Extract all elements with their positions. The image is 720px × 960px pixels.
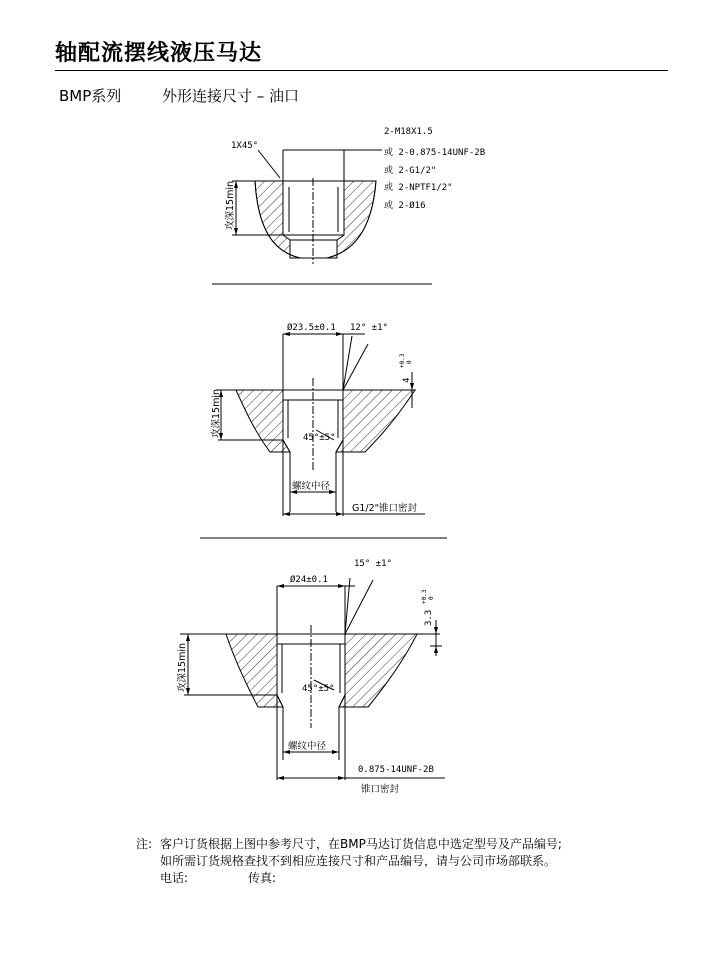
section-subtitle: 外形连接尺寸 – 油口 — [162, 87, 300, 105]
phone-label: 电话: — [160, 871, 189, 885]
fig1-chamfer-label: 1X45° — [231, 141, 259, 151]
fig3-diameter-label: Ø24±0.1 — [290, 575, 328, 585]
fig1-spec-3: 或 2-G1/2" — [384, 166, 437, 176]
fig3-pitch-label: 螺纹中径 — [288, 741, 327, 752]
page-title: 轴配流摆线液压马达 — [55, 41, 263, 66]
fig1-spec-1: 2-M18X1.5 — [384, 127, 433, 137]
note-line-2: 如所需订货规格查找不到相应连接尺寸和产品编号，请与公司市场部联系。 — [160, 854, 557, 868]
fig3-depth-tol-sup: +0.3 — [421, 589, 428, 604]
fig1-spec-2: 或 2-0.875-14UNF-2B — [384, 148, 486, 158]
fig2-pitch-label: 螺纹中径 — [292, 481, 331, 492]
fig2-cone-label: 45°±5° — [303, 433, 336, 443]
fig3-depth-tol: 3.3 — [424, 609, 434, 626]
fig1-spec-4: 或 2-NPTF1/2" — [384, 183, 453, 193]
fig2-seal-label: G1/2"锥口密封 — [352, 503, 418, 514]
fig2-depth-label: 攻深15min — [211, 388, 222, 438]
note-label: 注: — [136, 837, 153, 851]
series-label: BMP系列 — [59, 87, 122, 105]
fig3-cone-label: 45°±5° — [302, 684, 335, 694]
fig3-seal-line2: 锥口密封 — [361, 784, 400, 795]
fig2-depth-tol: 4 — [402, 377, 412, 383]
fig3-angle-label: 15° ±1° — [354, 559, 392, 569]
fig1-depth-label: 攻深15min — [225, 180, 236, 230]
fig2-angle-label: 12° ±1° — [350, 323, 388, 333]
fig1-spec-5: 或 2-Ø16 — [384, 201, 426, 211]
fig3-seal-line1: 0.875-14UNF-2B — [358, 765, 434, 775]
fig2-depth-tol-sub: 0 — [406, 360, 413, 364]
fax-label: 传真: — [248, 871, 277, 885]
note-line-1: 客户订货根据上图中参考尺寸，在BMP马达订货信息中选定型号及产品编号; — [160, 837, 562, 851]
fig2-diameter-label: Ø23.5±0.1 — [287, 323, 336, 333]
fig2-depth-tol-sup: +0.3 — [399, 353, 406, 368]
fig3-depth-label: 攻深15min — [177, 642, 188, 692]
fig3-depth-tol-sub: 0 — [428, 596, 435, 600]
